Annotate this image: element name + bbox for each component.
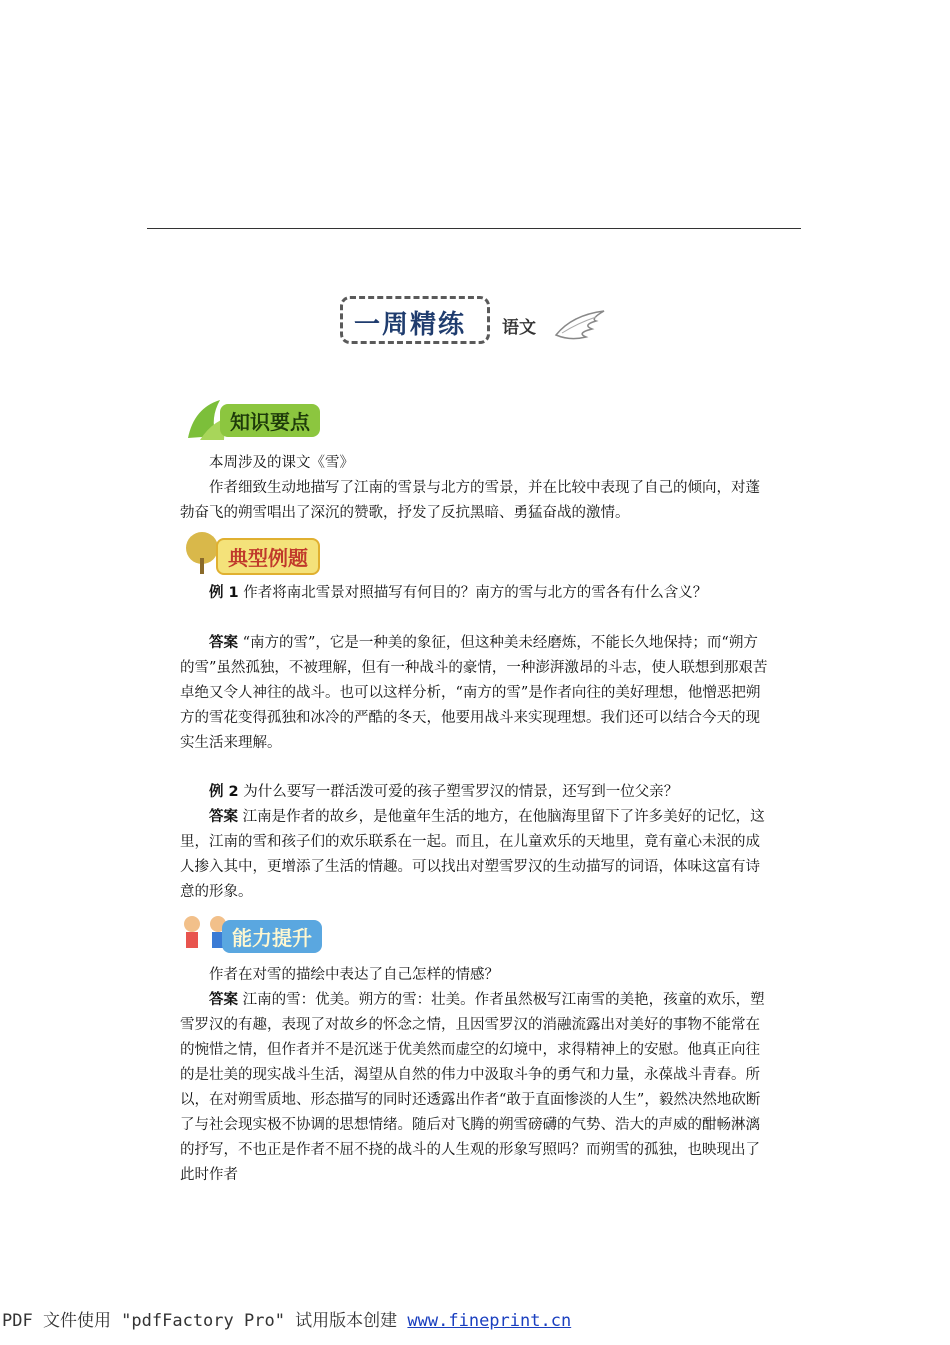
header-rule <box>147 228 801 229</box>
example1-question <box>180 581 770 606</box>
example2-question <box>180 780 770 805</box>
knowledge-line1: 本周涉及的课文《雪》 <box>209 455 354 471</box>
section-examples <box>180 530 350 576</box>
question-text: 为什么要写一群活泼可爱的孩子塑雪罗汉的情景，还写到一位父亲？ <box>243 784 679 800</box>
example1-answer <box>180 631 770 756</box>
answer-text: “南方的雪”，它是一种美的象征，但这种美未经磨炼，不能长久地保持；而“朔方的雪”虽然孤独，不被理解，但有一种战斗的豪情，一种澎湃激昂的斗志，使人联想到那艰苦卓绝又令人神往的战斗。也可以这样分析，“南方的雪”是作者向往的美好理想，他憎恶把朔方的雪花变得孤独和冰冷的严酷的冬天，他要用战斗来实现理想。我们还可以结合今天的现实生活来理解。 <box>180 635 768 751</box>
footer-link[interactable]: www.fineprint.cn <box>407 1311 572 1331</box>
footer-text: PDF 文件使用 "pdfFactory Pro" 试用版本创建 <box>2 1311 398 1331</box>
answer-text: 江南是作者的故乡，是他童年生活的地方，在他脑海里留下了许多美好的记忆，这里，江南的雪和孩子们的欢乐联系在一起。而且，在儿童欢乐的天地里，竟有童心未泯的成人掺入其中，更增添了生活的情趣。可以找出对塑雪罗汉的生动描写的词语，体味这富有诗意的形象。 <box>180 809 765 900</box>
example-label: 例 1 <box>209 585 239 601</box>
ability-question: 作者在对雪的描绘中表达了自己怎样的情感？ <box>209 967 499 983</box>
section-title: 典型例题 <box>216 538 320 575</box>
section-title: 知识要点 <box>220 404 320 437</box>
answer-label: 答案 <box>209 809 238 825</box>
banner-subject: 语文 <box>502 318 536 338</box>
question-text: 作者将南北雪景对照描写有何目的？南方的雪与北方的雪各有什么含义？ <box>243 585 708 601</box>
knowledge-summary: 作者细致生动地描写了江南的雪景与北方的雪景，并在比较中表现了自己的倾向，对蓬勃奋飞的朔雪唱出了深沉的赞歌，抒发了反抗黑暗、勇猛奋战的激情。 <box>180 480 760 521</box>
section-knowledge <box>180 398 380 442</box>
answer-text: 江南的雪：优美。朔方的雪：壮美。作者虽然极写江南雪的美艳，孩童的欢乐，塑雪罗汉的有趣，表现了对故乡的怀念之情，且因雪罗汉的消融流露出对美好的事物不能常在的惋惜之情，但作者并不是沉迷于优美然而虚空的幻境中，求得精神上的安慰。他真正向往的是壮美的现实战斗生活，渴望从自然的伟力中汲取斗争的勇气和力量，永葆战斗青春。所以，在对朔雪质地、形态描写的同时还透露出作者“敢于直面惨淡的人生”，毅然决然地砍断了与社会现实极不协调的思想情绪。随后对飞腾的朔雪磅礴的气势、浩大的声威的酣畅淋漓的抒写，不也正是作者不屈不挠的战斗的人生观的形象写照吗？而朔雪的孤独，也映现出了此时作者 <box>180 992 765 1183</box>
ability-answer <box>180 988 770 1188</box>
section-title: 能力提升 <box>222 920 322 953</box>
weekly-banner <box>340 296 500 350</box>
example2-answer <box>180 805 770 905</box>
banner-title: 一周精练 <box>354 310 467 340</box>
wing-decoration-icon <box>552 305 610 347</box>
answer-label: 答案 <box>209 992 238 1008</box>
section-ability <box>178 912 358 958</box>
example-label: 例 2 <box>209 784 239 800</box>
answer-label: 答案 <box>209 635 238 651</box>
pdf-footer <box>2 1306 571 1331</box>
